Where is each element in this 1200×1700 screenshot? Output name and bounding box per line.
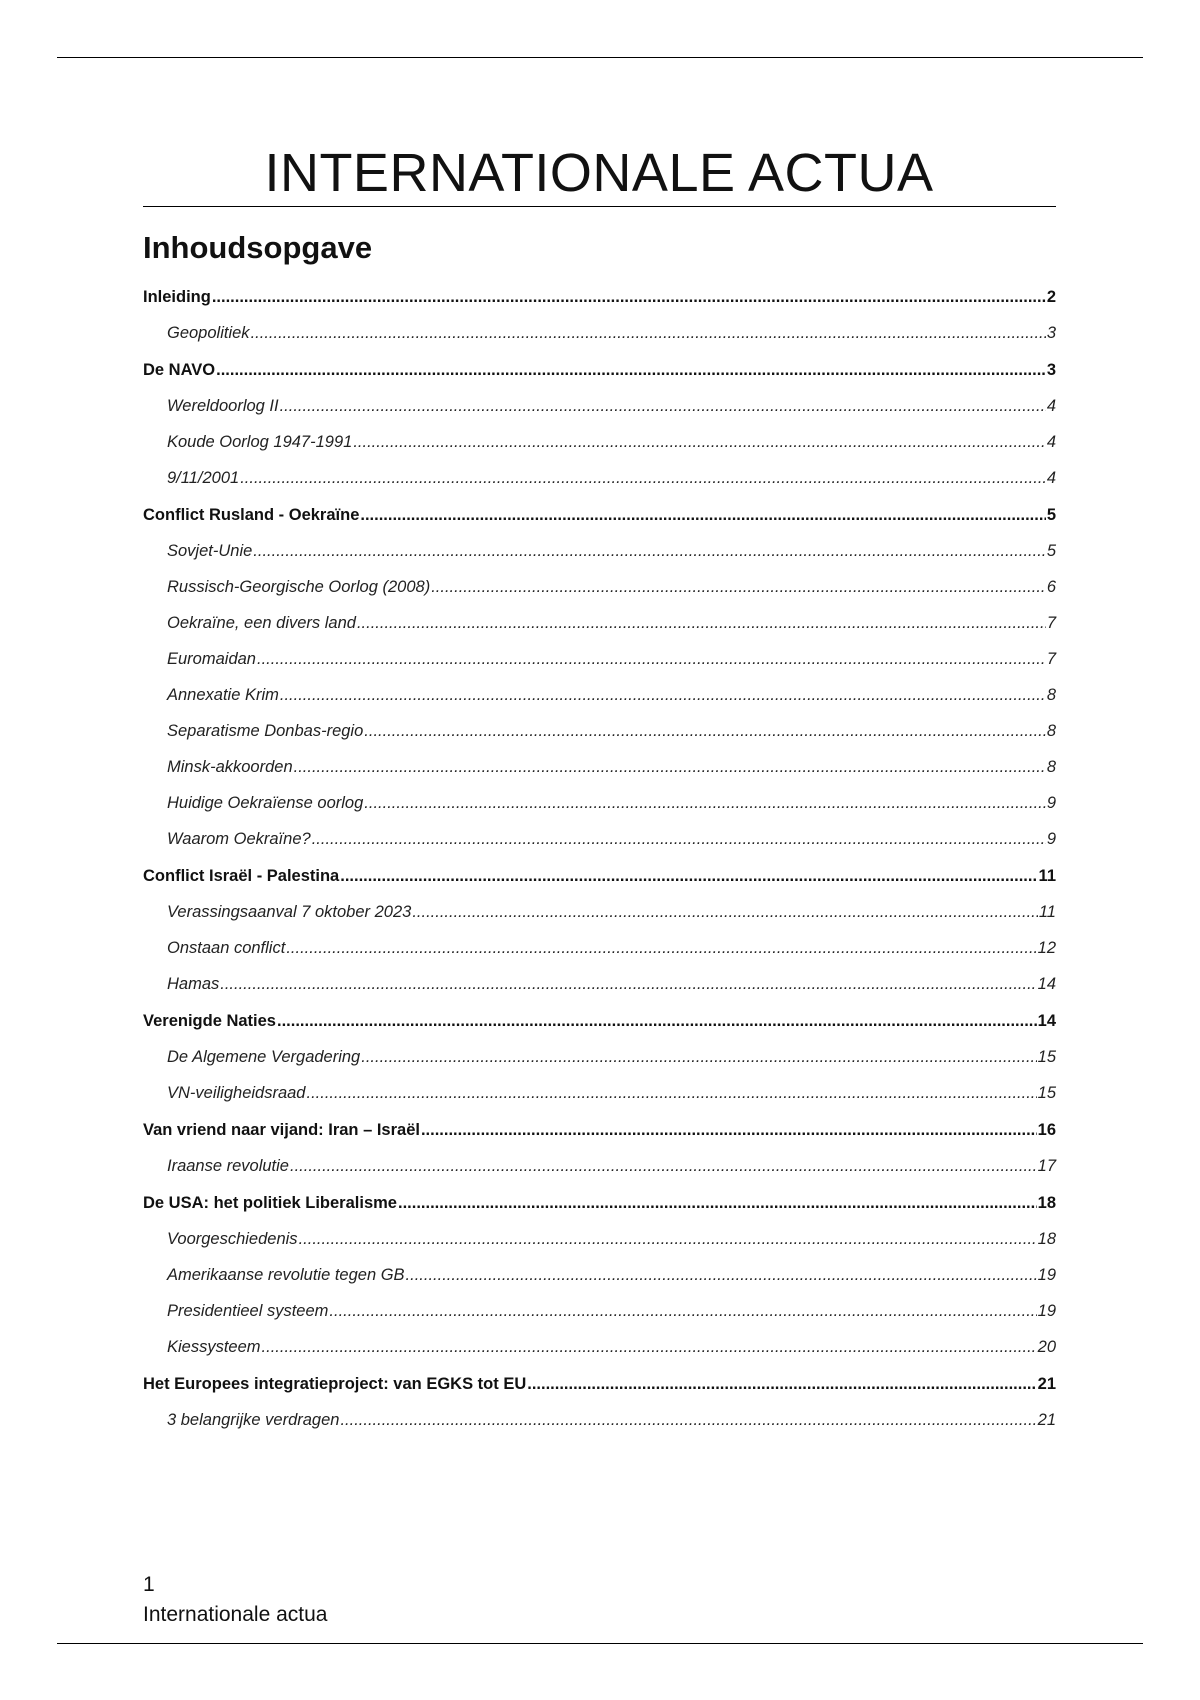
toc-heading: Inhoudsopgave xyxy=(143,230,373,265)
toc-entry-page: 7 xyxy=(1046,650,1056,668)
toc-dot-leader xyxy=(527,1373,1036,1395)
toc-entry-label: Verassingsaanval 7 oktober 2023 xyxy=(167,903,412,921)
toc-entry-page: 4 xyxy=(1046,397,1056,415)
toc-subsection-entry[interactable] xyxy=(143,540,1056,562)
toc-entry-page: 14 xyxy=(1037,975,1056,993)
toc-dot-leader xyxy=(412,901,1038,923)
toc-entry-label: Oekraïne, een divers land xyxy=(167,614,356,632)
toc-dot-leader xyxy=(262,1336,1037,1358)
toc-dot-leader xyxy=(280,684,1046,706)
toc-entry-page: 5 xyxy=(1046,542,1056,560)
toc-entry-page: 19 xyxy=(1037,1302,1056,1320)
toc-entry-label: VN-veiligheidsraad xyxy=(167,1084,306,1102)
toc-subsection-entry[interactable] xyxy=(143,1409,1056,1431)
toc-entry-label: 9/11/2001 xyxy=(167,469,240,487)
table-of-contents xyxy=(143,286,1056,1445)
toc-subsection-entry[interactable] xyxy=(143,973,1056,995)
toc-subsection-entry[interactable] xyxy=(143,648,1056,670)
toc-entry-label: Annexatie Krim xyxy=(167,686,279,704)
toc-entry-page: 15 xyxy=(1037,1084,1056,1102)
toc-entry-label: Wereldoorlog II xyxy=(167,397,279,415)
toc-dot-leader xyxy=(294,756,1046,778)
toc-entry-label: De NAVO xyxy=(143,361,216,379)
toc-entry-label: Minsk-akkoorden xyxy=(167,758,293,776)
toc-subsection-entry[interactable] xyxy=(143,828,1056,850)
toc-entry-page: 20 xyxy=(1037,1338,1056,1356)
footer-running-title: Internationale actua xyxy=(143,1603,328,1626)
footer-rule xyxy=(57,1643,1143,1644)
toc-entry-label: Amerikaanse revolutie tegen GB xyxy=(167,1266,405,1284)
toc-entry-label: Geopolitiek xyxy=(167,324,250,342)
toc-entry-label: De Algemene Vergadering xyxy=(167,1048,361,1066)
toc-entry-page: 14 xyxy=(1037,1012,1056,1030)
toc-dot-leader xyxy=(212,286,1046,308)
toc-entry-label: Russisch-Georgische Oorlog (2008) xyxy=(167,578,431,596)
page-footer xyxy=(143,1570,327,1630)
toc-dot-leader xyxy=(340,1409,1036,1431)
toc-entry-label: 3 belangrijke verdragen xyxy=(167,1411,340,1429)
toc-entry-label: Verenigde Naties xyxy=(143,1012,276,1030)
toc-section-entry[interactable] xyxy=(143,504,1056,526)
toc-dot-leader xyxy=(406,1264,1037,1286)
toc-entry-page: 21 xyxy=(1037,1375,1056,1393)
document-title: INTERNATIONALE ACTUA xyxy=(264,143,934,203)
toc-subsection-entry[interactable] xyxy=(143,1264,1056,1286)
toc-entry-label: Het Europees integratieproject: van EGKS tot EU xyxy=(143,1375,527,1393)
toc-entry-page: 17 xyxy=(1037,1157,1056,1175)
toc-entry-page: 8 xyxy=(1046,758,1056,776)
toc-subsection-entry[interactable] xyxy=(143,1336,1056,1358)
footer-page-number: 1 xyxy=(143,1573,155,1596)
toc-subsection-entry[interactable] xyxy=(143,937,1056,959)
toc-subsection-entry[interactable] xyxy=(143,756,1056,778)
toc-entry-label: Iraanse revolutie xyxy=(167,1157,289,1175)
toc-entry-page: 7 xyxy=(1046,614,1056,632)
toc-dot-leader xyxy=(340,865,1037,887)
toc-entry-page: 9 xyxy=(1046,830,1056,848)
toc-subsection-entry[interactable] xyxy=(143,322,1056,344)
toc-section-entry[interactable] xyxy=(143,359,1056,381)
toc-subsection-entry[interactable] xyxy=(143,431,1056,453)
toc-entry-label: Onstaan conflict xyxy=(167,939,286,957)
toc-subsection-entry[interactable] xyxy=(143,576,1056,598)
toc-entry-page: 3 xyxy=(1046,361,1056,379)
toc-entry-label: De USA: het politiek Liberalisme xyxy=(143,1194,397,1212)
toc-dot-leader xyxy=(277,1010,1037,1032)
toc-dot-leader xyxy=(357,612,1046,634)
toc-dot-leader xyxy=(431,576,1046,598)
toc-entry-page: 5 xyxy=(1046,506,1056,524)
toc-dot-leader xyxy=(364,792,1046,814)
toc-entry-label: Voorgeschiedenis xyxy=(167,1230,298,1248)
toc-dot-leader xyxy=(398,1192,1037,1214)
toc-dot-leader xyxy=(240,467,1046,489)
toc-subsection-entry[interactable] xyxy=(143,467,1056,489)
toc-dot-leader xyxy=(280,395,1046,417)
toc-entry-page: 16 xyxy=(1037,1121,1056,1139)
toc-entry-page: 11 xyxy=(1038,903,1056,921)
toc-subsection-entry[interactable] xyxy=(143,1082,1056,1104)
toc-dot-leader xyxy=(251,322,1046,344)
toc-entry-label: Conflict Rusland - Oekraïne xyxy=(143,506,360,524)
toc-subsection-entry[interactable] xyxy=(143,1046,1056,1068)
toc-subsection-entry[interactable] xyxy=(143,1300,1056,1322)
toc-subsection-entry[interactable] xyxy=(143,792,1056,814)
toc-entry-page: 11 xyxy=(1038,867,1056,885)
toc-dot-leader xyxy=(253,540,1046,562)
toc-subsection-entry[interactable] xyxy=(143,684,1056,706)
toc-entry-label: Waarom Oekraïne? xyxy=(167,830,311,848)
toc-entry-page: 19 xyxy=(1037,1266,1056,1284)
toc-dot-leader xyxy=(360,504,1045,526)
toc-entry-page: 4 xyxy=(1046,433,1056,451)
toc-dot-leader xyxy=(329,1300,1036,1322)
toc-entry-page: 15 xyxy=(1037,1048,1056,1066)
toc-subsection-entry[interactable] xyxy=(143,1228,1056,1250)
toc-section-entry[interactable] xyxy=(143,286,1056,308)
toc-entry-page: 18 xyxy=(1037,1230,1056,1248)
toc-dot-leader xyxy=(364,720,1046,742)
toc-entry-page: 9 xyxy=(1046,794,1056,812)
toc-section-entry[interactable] xyxy=(143,1010,1056,1032)
toc-entry-page: 18 xyxy=(1037,1194,1056,1212)
toc-subsection-entry[interactable] xyxy=(143,395,1056,417)
toc-section-entry[interactable] xyxy=(143,865,1056,887)
toc-entry-page: 6 xyxy=(1046,578,1056,596)
toc-dot-leader xyxy=(220,973,1036,995)
toc-entry-page: 4 xyxy=(1046,469,1056,487)
toc-entry-label: Hamas xyxy=(167,975,220,993)
toc-entry-page: 2 xyxy=(1046,288,1056,306)
header-rule xyxy=(57,57,1143,58)
toc-dot-leader xyxy=(299,1228,1037,1250)
toc-entry-label: Kiessysteem xyxy=(167,1338,261,1356)
toc-entry-label: Huidige Oekraïense oorlog xyxy=(167,794,364,812)
toc-subsection-entry[interactable] xyxy=(143,901,1056,923)
toc-entry-label: Euromaidan xyxy=(167,650,256,668)
toc-entry-label: Koude Oorlog 1947-1991 xyxy=(167,433,353,451)
toc-entry-page: 12 xyxy=(1037,939,1056,957)
toc-entry-page: 21 xyxy=(1037,1411,1056,1429)
toc-entry-page: 8 xyxy=(1046,722,1056,740)
toc-dot-leader xyxy=(307,1082,1037,1104)
toc-subsection-entry[interactable] xyxy=(143,720,1056,742)
toc-dot-leader xyxy=(257,648,1046,670)
toc-section-entry[interactable] xyxy=(143,1119,1056,1141)
toc-dot-leader xyxy=(421,1119,1037,1141)
toc-dot-leader xyxy=(290,1155,1037,1177)
toc-entry-label: Inleiding xyxy=(143,288,211,306)
toc-subsection-entry[interactable] xyxy=(143,612,1056,634)
toc-entry-page: 8 xyxy=(1046,686,1056,704)
toc-dot-leader xyxy=(216,359,1046,381)
toc-entry-label: Separatisme Donbas-regio xyxy=(167,722,364,740)
toc-subsection-entry[interactable] xyxy=(143,1155,1056,1177)
toc-entry-label: Sovjet-Unie xyxy=(167,542,253,560)
toc-entry-label: Van vriend naar vijand: Iran – Israël xyxy=(143,1121,420,1139)
toc-section-entry[interactable] xyxy=(143,1192,1056,1214)
toc-section-entry[interactable] xyxy=(143,1373,1056,1395)
toc-entry-page: 3 xyxy=(1046,324,1056,342)
toc-dot-leader xyxy=(353,431,1046,453)
toc-dot-leader xyxy=(361,1046,1036,1068)
toc-entry-label: Conflict Israël - Palestina xyxy=(143,867,340,885)
toc-dot-leader xyxy=(312,828,1046,850)
toc-entry-label: Presidentieel systeem xyxy=(167,1302,329,1320)
title-underline xyxy=(143,206,1056,207)
toc-dot-leader xyxy=(286,937,1036,959)
